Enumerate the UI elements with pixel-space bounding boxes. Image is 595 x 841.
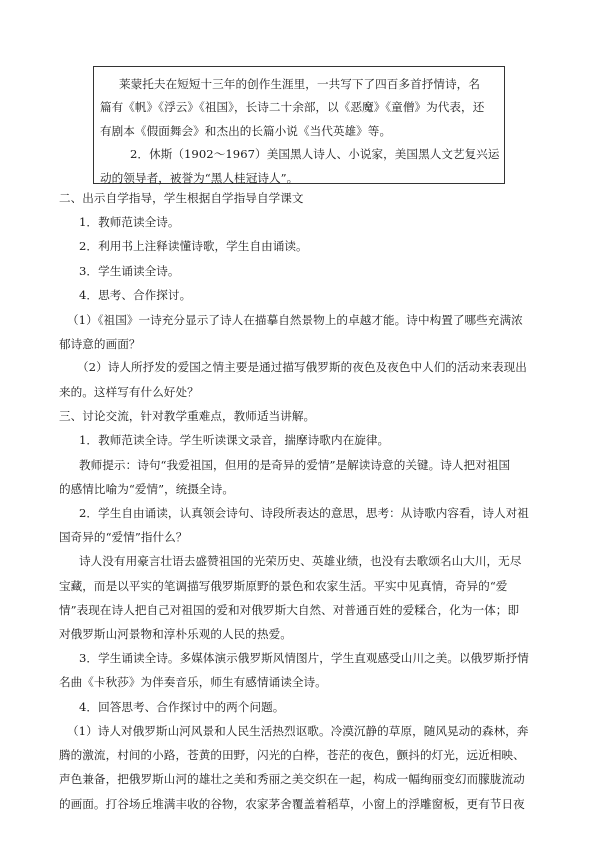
body-line: （1）《祖国》一诗充分显示了诗人在描摹自然景物上的卓越才能。诗中构置了哪些充满浓: [67, 313, 523, 327]
body-line: 宝藏，而是以平实的笔调描写俄罗斯原野的景色和农家生活。平实中见真情，奇异的“爱: [59, 579, 508, 593]
body-line: 来的。这样写有什么好处？: [59, 385, 199, 399]
body-line: 郁诗意的画面？: [59, 337, 141, 351]
note-line: 篇有《帆》《浮云》《祖国》，长诗二十余部，以《恶魔》《童僧》为代表，还: [100, 100, 485, 114]
body-line: 3．学生诵读全诗。多媒体演示俄罗斯风情图片，学生直观感受山川之美。以俄罗斯抒情: [79, 651, 529, 665]
body-line: 1．教师范读全诗。学生听读课文录音，揣摩诗歌内在旋律。: [79, 433, 390, 447]
body-line: 声色兼备，把俄罗斯山河的雄壮之美和秀丽之美交织在一起，构成一幅绚丽变幻而朦胧流动: [59, 772, 525, 786]
body-line: 3．学生诵读全诗。: [79, 264, 180, 278]
body-line: 教师提示：诗句“我爱祖国，但用的是奇异的爱情”是解读诗意的关键。诗人把对祖国: [79, 458, 511, 472]
note-line: 动的领导者，被誉为“黑人桂冠诗人”。: [100, 171, 299, 185]
body-line: 2．利用书上注释读懂诗歌，学生自由诵读。: [79, 239, 308, 253]
body-line: 诗人没有用豪言壮语去盛赞祖国的光荣历史、英雄业绩，也没有去歌颂名山大川，无尽: [79, 554, 522, 568]
note-line: 2．休斯（1902～1967）美国黑人诗人、小说家，美国黑人文艺复兴运: [130, 147, 500, 161]
section-heading: 三、讨论交流，针对教学重难点，教师适当讲解。: [59, 409, 316, 423]
section-heading: 二、出示自学指导，学生根据自学指导自学课文: [59, 191, 304, 205]
body-line: 腾的激流，村间的小路，苍黄的田野，闪光的白桦，苍茫的夜色，颤抖的灯光，远近相映、: [59, 748, 525, 762]
body-line: 情”表现在诗人把自己对祖国的爱和对俄罗斯大自然、对普通百姓的爱糅合，化为一体；即: [59, 603, 520, 617]
body-line: 1．教师范读全诗。: [79, 215, 180, 229]
body-line: （1）诗人对俄罗斯山河风景和人民生活热烈讴歌。冷漠沉静的草原，随风晃动的森林，奔: [67, 724, 529, 738]
body-line: 国奇异的“爱情”指什么？: [59, 530, 188, 544]
note-line: 有剧本《假面舞会》和杰出的长篇小说《当代英雄》等。: [100, 124, 392, 138]
body-line: 4．思考、合作探讨。: [79, 288, 192, 302]
body-line: 对俄罗斯山河景物和淳朴乐观的人民的热爱。: [59, 627, 292, 641]
body-line: 4．回答思考、合作探讨中的两个问题。: [79, 700, 285, 714]
body-line: （2）诗人所抒发的爱国之情主要是通过描写俄罗斯的夜色及夜色中人们的活动来表现出: [77, 360, 527, 374]
body-line: 的感情比喻为“爱情”，统摄全诗。: [59, 482, 234, 496]
body-line: 的画面。打谷场丘堆满丰收的谷物，农家茅舍覆盖着稻草，小窗上的浮雕窗板，更有节日夜: [59, 797, 525, 811]
note-line: 莱蒙托夫在短短十三年的创作生涯里，一共写下了四百多首抒情诗，名: [119, 77, 480, 91]
body-line: 名曲《卡秋莎》为伴奏音乐，师生有感情诵读全诗。: [59, 675, 327, 689]
body-line: 2．学生自由诵读，认真领会诗句、诗段所表达的意思，思考：从诗歌内容看，诗人对祖: [79, 506, 529, 520]
